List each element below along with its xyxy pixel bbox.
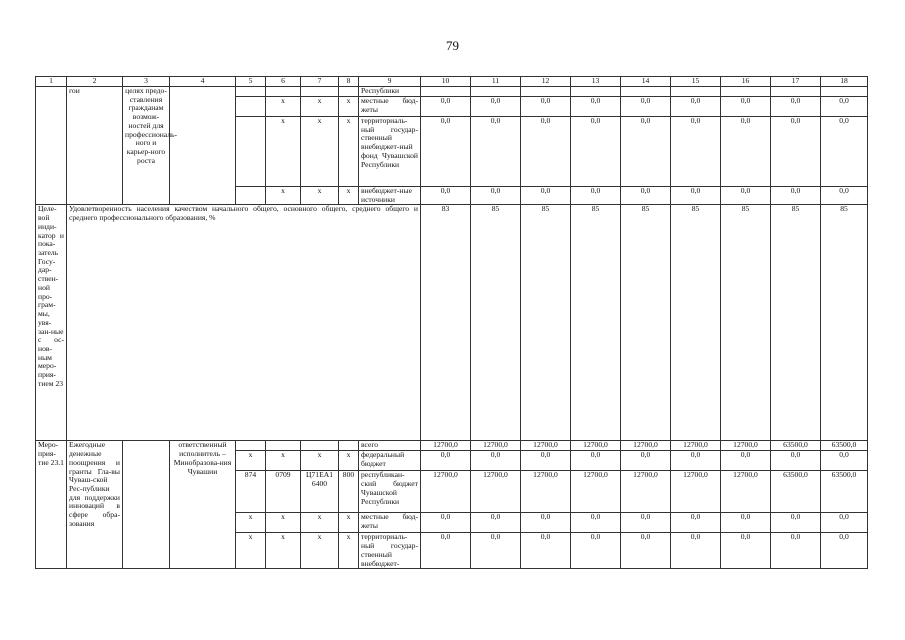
value-cell: 0,0 [721,451,771,471]
code-cell: x [339,187,359,205]
page-number: 79 [446,38,459,53]
value-cell: 0,0 [421,513,471,533]
column-number: 13 [571,77,621,87]
indicator-value-cell: 85 [521,205,571,441]
code-cell: x [339,533,359,569]
value-cell: 0,0 [821,533,868,569]
value-cell: 0,0 [771,533,821,569]
code-cell [236,187,266,205]
value-cell: 0,0 [571,533,621,569]
funding-source-cell: Республики [359,87,421,97]
funding-source-cell: территориаль-ный государ-ственный внебюджет-ный фонд Чувашской Республики [359,117,421,187]
value-cell: 0,0 [821,513,868,533]
value-cell: 0,0 [571,187,621,205]
code-cell: Ц71ЕА1 6400 [301,471,339,513]
value-cell: 63500,0 [771,471,821,513]
code-cell: x [266,97,301,117]
table-row [36,87,868,97]
code-cell: x [266,187,301,205]
value-cell: 0,0 [671,533,721,569]
executor-cell: ответственный исполнитель – Минобразова-ния Чувашии [170,441,236,569]
value-cell: 0,0 [671,187,721,205]
value-cell: 0,0 [621,451,671,471]
column-number: 7 [301,77,339,87]
value-cell: 12700,0 [521,441,571,451]
indicator-value-cell: 85 [621,205,671,441]
indicator-label-cell: Целе-вой инди-катор и пока-затель Госу-дар-ствен-ной про-грам-мы, увя-зан-ные с ос-нов-ным меро-прия-тием 23 [36,205,67,441]
value-cell: 0,0 [621,117,671,187]
value-cell: 12700,0 [721,441,771,451]
purpose-cell [123,441,170,569]
value-cell: 0,0 [421,533,471,569]
column-number: 14 [621,77,671,87]
value-cell: 0,0 [621,533,671,569]
code-cell: x [339,97,359,117]
code-cell: x [301,533,339,569]
code-cell [339,441,359,451]
column-number: 6 [266,77,301,87]
indicator-text-cell: Удовлетворенность населения качеством начального общего, основного общего, среднего общего и среднего профессионального образования, % [67,205,421,441]
value-cell: 0,0 [721,117,771,187]
value-cell: 0,0 [471,513,521,533]
value-cell: 0,0 [421,451,471,471]
value-cell: 0,0 [821,97,868,117]
value-cell [771,87,821,97]
code-cell: x [301,451,339,471]
code-cell: x [266,451,301,471]
value-cell: 0,0 [771,187,821,205]
column-number: 3 [123,77,170,87]
value-cell: 0,0 [521,513,571,533]
code-cell: 874 [236,471,266,513]
value-cell: 0,0 [521,117,571,187]
column-number: 4 [170,77,236,87]
column-number: 18 [821,77,868,87]
funding-source-cell: всего [359,441,421,451]
code-cell: x [266,513,301,533]
table-row [36,441,868,451]
code-cell: x [266,533,301,569]
column-number: 2 [67,77,123,87]
funding-source-cell: местные бюд-жеты [359,97,421,117]
code-cell: x [236,533,266,569]
value-cell: 0,0 [521,97,571,117]
code-cell: x [301,117,339,187]
column-number: 17 [771,77,821,87]
value-cell [571,87,621,97]
value-cell: 0,0 [671,513,721,533]
column-number: 11 [471,77,521,87]
purpose-cell: целях предо-ставления гражданам возмож-ностей для профессиональ-ного и карьер-ного роста [123,87,170,205]
value-cell: 0,0 [821,187,868,205]
value-cell [521,87,571,97]
value-cell: 63500,0 [821,471,868,513]
code-cell [236,87,266,97]
value-cell: 12700,0 [471,471,521,513]
value-cell: 0,0 [671,451,721,471]
code-cell [266,87,301,97]
funding-source-cell: местные бюд-жеты [359,513,421,533]
column-number: 8 [339,77,359,87]
funding-source-cell: внебюджет-ные источники [359,187,421,205]
value-cell: 0,0 [521,451,571,471]
value-cell [721,87,771,97]
value-cell [471,87,521,97]
value-cell: 12700,0 [621,441,671,451]
code-cell: x [301,513,339,533]
measure-name-cell: гои [67,87,123,205]
funding-source-cell: республикан-ский бюджет Чувашской Республики [359,471,421,513]
value-cell: 12700,0 [571,471,621,513]
value-cell: 0,0 [671,117,721,187]
row-label-cell [36,87,67,205]
value-cell: 12700,0 [421,441,471,451]
code-cell: x [266,117,301,187]
code-cell: x [301,97,339,117]
value-cell [621,87,671,97]
column-number: 10 [421,77,471,87]
value-cell: 0,0 [421,117,471,187]
value-cell: 63500,0 [821,441,868,451]
code-cell: x [301,187,339,205]
indicator-value-cell: 85 [671,205,721,441]
value-cell: 0,0 [721,97,771,117]
value-cell: 0,0 [421,187,471,205]
value-cell: 0,0 [821,451,868,471]
code-cell: x [236,513,266,533]
indicator-row [36,205,868,441]
indicator-value-cell: 83 [421,205,471,441]
value-cell: 0,0 [471,451,521,471]
value-cell: 0,0 [571,97,621,117]
header-row [36,77,868,87]
indicator-value-cell: 85 [771,205,821,441]
code-cell: x [236,451,266,471]
value-cell [421,87,471,97]
column-number: 9 [359,77,421,87]
code-cell [266,441,301,451]
value-cell: 12700,0 [671,441,721,451]
value-cell: 63500,0 [771,441,821,451]
value-cell: 0,0 [771,451,821,471]
code-cell: x [339,117,359,187]
funding-source-cell: федеральный бюджет [359,451,421,471]
code-cell [236,441,266,451]
code-cell [339,87,359,97]
column-number: 15 [671,77,721,87]
value-cell: 0,0 [571,451,621,471]
executor-cell [170,87,236,205]
value-cell: 0,0 [771,97,821,117]
value-cell: 0,0 [471,97,521,117]
measure-label-cell: Меро-прия-тие 23.1 [36,441,67,569]
value-cell: 12700,0 [521,471,571,513]
value-cell: 12700,0 [571,441,621,451]
value-cell: 0,0 [621,97,671,117]
value-cell: 0,0 [721,513,771,533]
value-cell: 0,0 [671,97,721,117]
value-cell: 0,0 [771,117,821,187]
value-cell: 0,0 [471,533,521,569]
code-cell: x [339,513,359,533]
code-cell [301,441,339,451]
value-cell: 0,0 [421,97,471,117]
indicator-value-cell: 85 [471,205,521,441]
budget-table [35,76,868,569]
value-cell: 0,0 [521,533,571,569]
code-cell [236,97,266,117]
column-number: 1 [36,77,67,87]
indicator-value-cell: 85 [571,205,621,441]
funding-source-cell: территориаль-ный государ-ственный внебюджет- [359,533,421,569]
indicator-value-cell: 85 [721,205,771,441]
column-number: 12 [521,77,571,87]
value-cell: 12700,0 [671,471,721,513]
column-number: 16 [721,77,771,87]
column-number: 5 [236,77,266,87]
code-cell: 800 [339,471,359,513]
value-cell: 12700,0 [621,471,671,513]
value-cell: 0,0 [571,513,621,533]
value-cell [671,87,721,97]
value-cell: 0,0 [471,117,521,187]
code-cell [236,117,266,187]
value-cell: 0,0 [721,187,771,205]
value-cell: 0,0 [571,117,621,187]
value-cell: 0,0 [721,533,771,569]
value-cell: 12700,0 [721,471,771,513]
value-cell: 0,0 [471,187,521,205]
measure-name-cell: Ежегодные денежные поощрения и гранты Гла-вы Чуваш-ской Рес-публики для поддержки инноваций в сфере обра-зования [67,441,123,569]
value-cell: 12700,0 [471,441,521,451]
value-cell: 0,0 [621,187,671,205]
indicator-value-cell: 85 [821,205,868,441]
code-cell: x [339,451,359,471]
value-cell [821,87,868,97]
value-cell: 0,0 [521,187,571,205]
value-cell: 0,0 [821,117,868,187]
value-cell: 0,0 [771,513,821,533]
code-cell: 0709 [266,471,301,513]
value-cell: 0,0 [621,513,671,533]
value-cell: 12700,0 [421,471,471,513]
code-cell [301,87,339,97]
